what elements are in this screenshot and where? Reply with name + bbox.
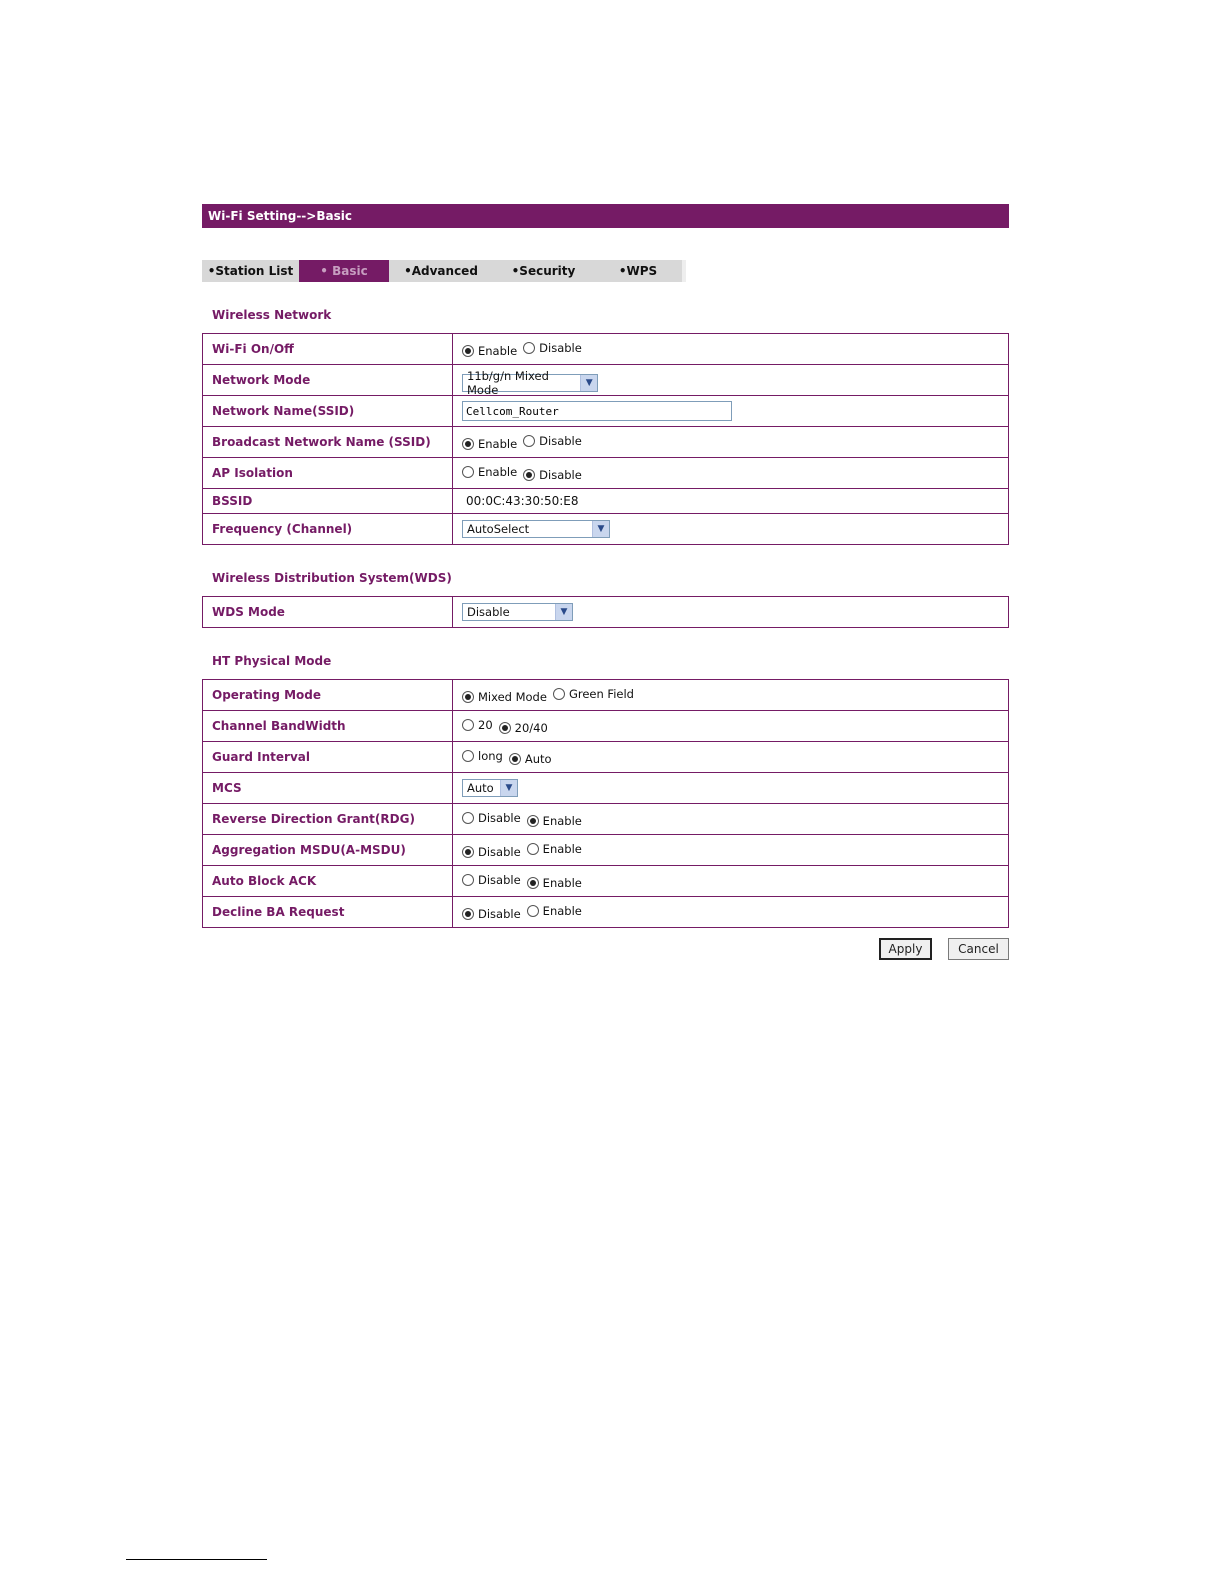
- mcs-label: MCS: [203, 773, 453, 804]
- radio-checked-icon[interactable]: [527, 877, 539, 889]
- radio-checked-icon[interactable]: [523, 469, 535, 481]
- radio-option[interactable]: [462, 690, 547, 704]
- radio-checked-icon[interactable]: [462, 908, 474, 920]
- radio-option-label: 20: [478, 717, 493, 732]
- chevron-down-icon: ▼: [555, 604, 572, 620]
- network-mode-value: 11b/g/n Mixed Mode: [467, 368, 549, 397]
- auto-block-ack-label: Auto Block ACK: [203, 866, 453, 897]
- bssid-label: BSSID: [203, 489, 453, 514]
- chevron-down-icon: ▼: [500, 780, 517, 796]
- action-buttons: [879, 938, 1009, 960]
- decline-ba-label: Decline BA Request: [203, 897, 453, 928]
- radio-option[interactable]: [462, 845, 521, 859]
- radio-unchecked-icon[interactable]: [462, 750, 474, 762]
- cancel-button[interactable]: Cancel: [948, 938, 1009, 960]
- radio-option-label: Enable: [478, 436, 518, 451]
- rdg-group: [453, 804, 1009, 835]
- radio-option[interactable]: [523, 341, 582, 355]
- radio-option-label: Enable: [542, 903, 582, 918]
- wds-mode-select[interactable]: [462, 603, 573, 621]
- radio-option[interactable]: [462, 718, 493, 732]
- radio-unchecked-icon[interactable]: [527, 905, 539, 917]
- radio-option-label: Enable: [542, 875, 582, 890]
- radio-unchecked-icon[interactable]: [527, 843, 539, 855]
- radio-option-label: Disable: [539, 467, 582, 482]
- guard-interval-label: Guard Interval: [203, 742, 453, 773]
- tab-wps[interactable]: •WPS: [618, 264, 658, 278]
- tab-security[interactable]: •Security: [511, 264, 576, 278]
- radio-unchecked-icon[interactable]: [462, 466, 474, 478]
- wifi-onoff-label: Wi-Fi On/Off: [203, 334, 453, 365]
- radio-option-label: Enable: [542, 813, 582, 828]
- frequency-value: AutoSelect: [467, 522, 530, 536]
- radio-option-label: Auto: [524, 751, 552, 766]
- wds-mode-label: WDS Mode: [203, 597, 453, 628]
- tab-advanced[interactable]: •Advanced: [404, 264, 478, 278]
- radio-option-label: Enable: [478, 464, 518, 479]
- tab-station-list[interactable]: •Station List: [207, 264, 294, 278]
- radio-option[interactable]: [527, 876, 582, 890]
- radio-option-label: 20/40: [514, 720, 548, 735]
- frequency-label: Frequency (Channel): [203, 514, 453, 545]
- radio-unchecked-icon[interactable]: [462, 812, 474, 824]
- radio-unchecked-icon[interactable]: [462, 874, 474, 886]
- ap-isolation-group: [453, 458, 1009, 489]
- wds-table: [202, 596, 1009, 628]
- radio-option-label: Mixed Mode: [478, 689, 547, 704]
- radio-unchecked-icon[interactable]: [553, 688, 565, 700]
- section-title-ht-physical-mode: HT Physical Mode: [212, 654, 332, 668]
- radio-option-label: Enable: [478, 343, 518, 358]
- radio-option[interactable]: [462, 811, 521, 825]
- wifi-onoff-group: [453, 334, 1009, 365]
- ap-isolation-label: AP Isolation: [203, 458, 453, 489]
- bssid-value: 00:0C:43:30:50:E8: [466, 494, 579, 508]
- radio-option-label: Green Field: [568, 686, 634, 701]
- radio-option[interactable]: [527, 814, 582, 828]
- wds-mode-value: Disable: [467, 605, 510, 619]
- radio-option[interactable]: [509, 752, 552, 766]
- radio-option[interactable]: [462, 873, 521, 887]
- radio-option-label: Disable: [478, 810, 521, 825]
- ht-physical-mode-table: [202, 679, 1009, 928]
- settings-page: [202, 204, 1009, 956]
- radio-option-label: Disable: [539, 340, 582, 355]
- mcs-select[interactable]: [462, 779, 518, 797]
- radio-option[interactable]: [527, 842, 582, 856]
- radio-option[interactable]: [462, 437, 517, 451]
- radio-option[interactable]: [462, 749, 503, 763]
- radio-unchecked-icon[interactable]: [523, 435, 535, 447]
- ssid-label: Network Name(SSID): [203, 396, 453, 427]
- radio-unchecked-icon[interactable]: [462, 719, 474, 731]
- radio-option-label: Enable: [542, 841, 582, 856]
- radio-option-label: long: [478, 748, 503, 763]
- radio-option-label: Disable: [478, 906, 521, 921]
- channel-bandwidth-group: [453, 711, 1009, 742]
- radio-option[interactable]: [462, 344, 517, 358]
- network-mode-select[interactable]: [462, 368, 598, 397]
- chevron-down-icon: ▼: [592, 521, 609, 537]
- radio-checked-icon[interactable]: [499, 722, 511, 734]
- radio-checked-icon[interactable]: [462, 345, 474, 357]
- radio-option-label: Disable: [539, 433, 582, 448]
- broadcast-ssid-label: Broadcast Network Name (SSID): [203, 427, 453, 458]
- network-mode-label: Network Mode: [203, 365, 453, 396]
- rdg-label: Reverse Direction Grant(RDG): [203, 804, 453, 835]
- section-title-wireless-network: Wireless Network: [212, 308, 332, 322]
- radio-checked-icon[interactable]: [462, 846, 474, 858]
- radio-unchecked-icon[interactable]: [523, 342, 535, 354]
- tab-bar: [202, 260, 686, 282]
- radio-option-label: Disable: [478, 844, 521, 859]
- radio-option-label: Disable: [478, 872, 521, 887]
- auto-block-ack-group: [453, 866, 1009, 897]
- radio-checked-icon[interactable]: [527, 815, 539, 827]
- operating-mode-group: [453, 680, 1009, 711]
- amsdu-label: Aggregation MSDU(A-MSDU): [203, 835, 453, 866]
- radio-option[interactable]: [553, 687, 634, 701]
- mcs-value: Auto: [467, 781, 494, 795]
- decline-ba-group: [453, 897, 1009, 928]
- ssid-input[interactable]: [462, 401, 732, 421]
- amsdu-group: [453, 835, 1009, 866]
- operating-mode-label: Operating Mode: [203, 680, 453, 711]
- section-title-wds: Wireless Distribution System(WDS): [212, 571, 452, 585]
- apply-button[interactable]: Apply: [879, 938, 932, 960]
- radio-option[interactable]: [462, 465, 517, 479]
- radio-option[interactable]: [523, 434, 582, 448]
- radio-checked-icon[interactable]: [462, 438, 474, 450]
- footnote-divider: [126, 1559, 267, 1560]
- radio-checked-icon[interactable]: [509, 753, 521, 765]
- radio-option[interactable]: [462, 907, 521, 921]
- broadcast-ssid-group: [453, 427, 1009, 458]
- page-title: Wi-Fi Setting-->Basic: [202, 204, 1009, 228]
- guard-interval-group: [453, 742, 1009, 773]
- chevron-down-icon: ▼: [580, 375, 597, 391]
- radio-option[interactable]: [527, 904, 582, 918]
- radio-option[interactable]: [499, 721, 548, 735]
- tab-basic[interactable]: • Basic: [299, 260, 389, 282]
- radio-checked-icon[interactable]: [462, 691, 474, 703]
- channel-bandwidth-label: Channel BandWidth: [203, 711, 453, 742]
- wireless-network-table: [202, 333, 1009, 545]
- frequency-select[interactable]: [462, 520, 610, 538]
- radio-option[interactable]: [523, 468, 582, 482]
